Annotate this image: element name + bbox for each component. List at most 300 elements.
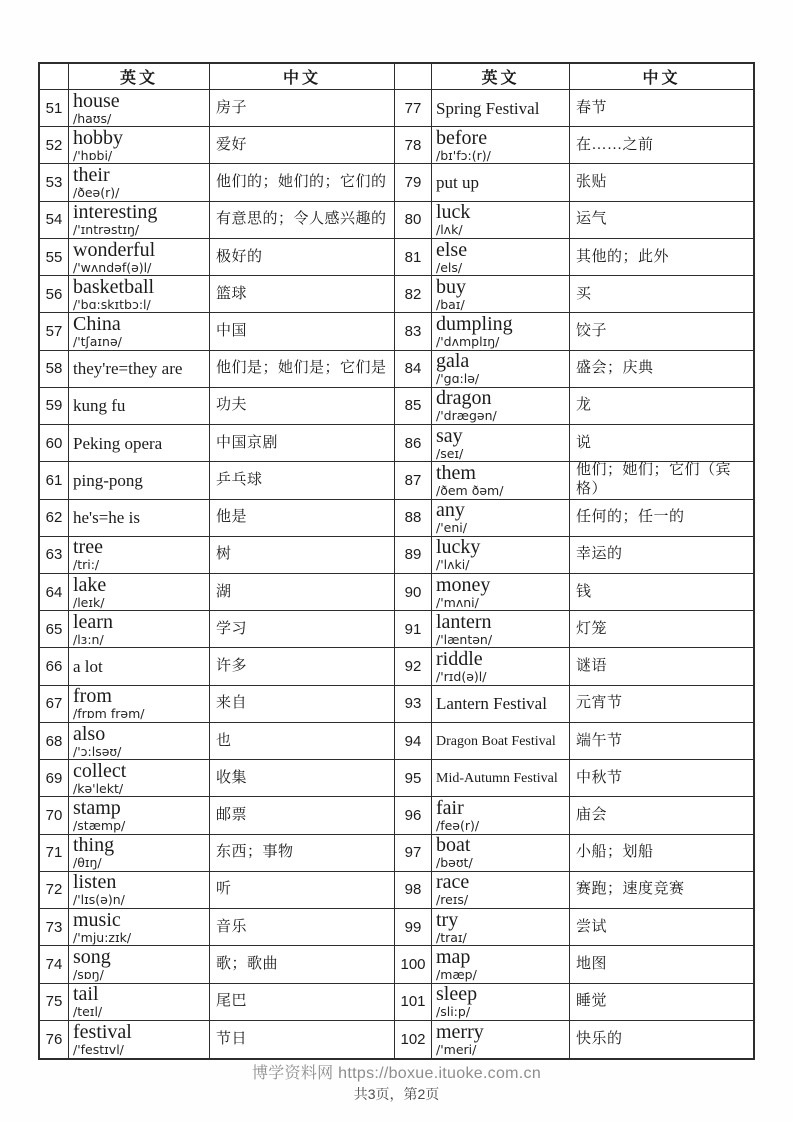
english-word: gala bbox=[436, 350, 470, 373]
english-cell bbox=[432, 537, 570, 574]
row-number bbox=[40, 1021, 69, 1058]
english-word: say bbox=[436, 425, 463, 447]
english-word: boat bbox=[436, 834, 471, 857]
chinese-meaning: 东西；事物 bbox=[216, 844, 294, 861]
row-number bbox=[40, 462, 69, 499]
chinese-meaning: 春节 bbox=[576, 99, 608, 116]
english-word: basketball bbox=[73, 276, 155, 298]
english-word: dragon bbox=[436, 387, 492, 410]
english-word: Lantern Festival bbox=[436, 694, 547, 714]
english-word: song bbox=[73, 946, 111, 968]
row-number bbox=[395, 127, 432, 164]
english-word: riddle bbox=[436, 648, 483, 671]
english-word: also bbox=[73, 722, 106, 745]
english-cell bbox=[432, 797, 570, 834]
row-number bbox=[395, 686, 432, 723]
row-number-label: 76 bbox=[45, 1030, 63, 1048]
chinese-cell bbox=[570, 239, 753, 276]
english-word: money bbox=[436, 574, 491, 596]
chinese-cell bbox=[570, 835, 753, 872]
row-number bbox=[395, 909, 432, 946]
row-number bbox=[395, 797, 432, 834]
english-cell bbox=[432, 462, 570, 499]
row-number-label: 77 bbox=[404, 99, 422, 117]
english-cell bbox=[432, 574, 570, 611]
row-number-label: 100 bbox=[400, 955, 426, 973]
chinese-cell bbox=[210, 462, 395, 499]
english-cell bbox=[69, 574, 210, 611]
chinese-meaning: 中国 bbox=[216, 322, 248, 339]
english-cell bbox=[432, 164, 570, 201]
phonetic-transcription: /bɪ'fɔ:(r)/ bbox=[436, 147, 491, 163]
chinese-cell bbox=[210, 313, 395, 350]
english-word: tail bbox=[73, 983, 99, 1006]
phonetic-transcription: /θɪŋ/ bbox=[73, 855, 102, 871]
phonetic-transcription: /tri:/ bbox=[73, 557, 100, 573]
chinese-meaning: 他是 bbox=[216, 509, 248, 526]
phonetic-transcription: /'drægən/ bbox=[436, 408, 497, 424]
phonetic-transcription: /lʌk/ bbox=[436, 222, 463, 238]
english-word: house bbox=[73, 90, 120, 112]
chinese-cell bbox=[570, 797, 753, 834]
chinese-cell bbox=[570, 909, 753, 946]
phonetic-transcription: /kə'lekt/ bbox=[73, 780, 124, 796]
chinese-cell bbox=[570, 500, 753, 537]
page-footer bbox=[0, 1060, 793, 1104]
chinese-cell bbox=[570, 760, 753, 797]
english-cell bbox=[432, 127, 570, 164]
row-number bbox=[40, 500, 69, 537]
row-number bbox=[395, 648, 432, 685]
row-number-label: 84 bbox=[404, 360, 422, 378]
english-cell bbox=[432, 835, 570, 872]
chinese-meaning: 爱好 bbox=[216, 136, 248, 153]
chinese-cell bbox=[570, 202, 753, 239]
row-number-label: 97 bbox=[404, 844, 422, 862]
english-cell bbox=[432, 611, 570, 648]
row-number-label: 59 bbox=[45, 397, 63, 415]
row-number-label: 64 bbox=[45, 583, 63, 601]
chinese-meaning: 节日 bbox=[216, 1030, 248, 1047]
row-number-label: 82 bbox=[404, 285, 422, 303]
footer-page-info: 共3页，第2页 bbox=[353, 1086, 440, 1102]
row-number-label: 96 bbox=[404, 806, 422, 824]
phonetic-transcription: /sɒŋ/ bbox=[73, 966, 104, 982]
english-word: wonderful bbox=[73, 238, 156, 261]
chinese-cell bbox=[210, 760, 395, 797]
chinese-cell bbox=[570, 164, 753, 201]
chinese-meaning: 他们；她们；它们（宾格） bbox=[576, 462, 732, 498]
english-word: Dragon Boat Festival bbox=[436, 733, 556, 749]
row-number-label: 55 bbox=[45, 248, 63, 266]
chinese-cell bbox=[570, 686, 753, 723]
phonetic-transcription: /'ɔ:lsəʊ/ bbox=[73, 743, 122, 759]
english-word: he's=he is bbox=[73, 508, 140, 528]
english-word: put up bbox=[436, 173, 479, 193]
row-number-label: 92 bbox=[404, 658, 422, 676]
chinese-meaning: 他们的；她们的；它们的 bbox=[216, 174, 387, 191]
chinese-cell bbox=[570, 574, 753, 611]
row-number-label: 98 bbox=[404, 881, 422, 899]
header-corner-cell bbox=[40, 64, 69, 90]
column-header-chinese bbox=[570, 64, 753, 90]
english-cell bbox=[432, 909, 570, 946]
row-number bbox=[40, 351, 69, 388]
row-number bbox=[40, 127, 69, 164]
phonetic-transcription: /'læntən/ bbox=[436, 631, 493, 647]
english-word: learn bbox=[73, 611, 113, 633]
english-cell bbox=[432, 202, 570, 239]
row-number-label: 72 bbox=[45, 881, 63, 899]
chinese-cell bbox=[210, 351, 395, 388]
chinese-meaning: 运气 bbox=[576, 211, 608, 228]
english-word: race bbox=[436, 871, 470, 894]
phonetic-transcription: /baɪ/ bbox=[436, 296, 465, 312]
chinese-meaning: 树 bbox=[216, 546, 232, 563]
row-number-label: 85 bbox=[404, 397, 422, 415]
phonetic-transcription: /'lɪs(ə)n/ bbox=[73, 892, 125, 908]
column-header-chinese-label: 中文 bbox=[282, 70, 321, 87]
english-cell bbox=[69, 760, 210, 797]
english-word: thing bbox=[73, 834, 115, 857]
row-number bbox=[40, 276, 69, 313]
english-word: dumpling bbox=[436, 313, 513, 335]
english-word: Spring Festival bbox=[436, 98, 540, 118]
chinese-meaning: 许多 bbox=[216, 658, 248, 675]
phonetic-transcription: /'ɪntrəstɪŋ/ bbox=[73, 222, 140, 238]
header-corner-cell bbox=[395, 64, 432, 90]
chinese-meaning: 房子 bbox=[216, 99, 248, 116]
chinese-cell bbox=[210, 686, 395, 723]
row-number bbox=[40, 872, 69, 909]
phonetic-transcription: /'festɪvl/ bbox=[73, 1041, 124, 1057]
chinese-meaning: 钱 bbox=[576, 583, 592, 600]
row-number-label: 71 bbox=[45, 844, 63, 862]
phonetic-transcription: /lɜ:n/ bbox=[73, 631, 104, 647]
chinese-meaning: 学习 bbox=[216, 620, 248, 637]
chinese-meaning: 中秋节 bbox=[576, 769, 623, 786]
chinese-cell bbox=[210, 872, 395, 909]
phonetic-transcription: /'lʌki/ bbox=[436, 557, 470, 573]
chinese-meaning: 尝试 bbox=[576, 918, 608, 935]
chinese-meaning: 庙会 bbox=[576, 806, 608, 823]
column-header-english bbox=[69, 64, 210, 90]
english-cell bbox=[69, 537, 210, 574]
english-word: collect bbox=[73, 760, 127, 782]
english-cell bbox=[432, 760, 570, 797]
chinese-cell bbox=[570, 648, 753, 685]
english-cell bbox=[69, 500, 210, 537]
phonetic-transcription: /mæp/ bbox=[436, 966, 477, 982]
chinese-cell bbox=[210, 202, 395, 239]
english-cell bbox=[432, 500, 570, 537]
english-word: hobby bbox=[73, 127, 123, 149]
english-word: they're=they are bbox=[73, 359, 183, 379]
english-cell bbox=[69, 127, 210, 164]
row-number-label: 53 bbox=[45, 174, 63, 192]
english-cell bbox=[432, 239, 570, 276]
chinese-cell bbox=[210, 239, 395, 276]
row-number bbox=[395, 351, 432, 388]
chinese-cell bbox=[570, 462, 753, 499]
english-cell bbox=[69, 239, 210, 276]
english-cell bbox=[432, 388, 570, 425]
english-cell bbox=[432, 723, 570, 760]
english-word: lake bbox=[73, 574, 107, 596]
chinese-cell bbox=[210, 909, 395, 946]
chinese-cell bbox=[570, 388, 753, 425]
english-word: listen bbox=[73, 871, 117, 894]
row-number-label: 74 bbox=[45, 955, 63, 973]
row-number-label: 101 bbox=[400, 993, 426, 1011]
chinese-cell bbox=[210, 127, 395, 164]
english-word: buy bbox=[436, 276, 466, 298]
chinese-meaning: 听 bbox=[216, 881, 232, 898]
phonetic-transcription: /ðem ðəm/ bbox=[436, 482, 504, 498]
chinese-meaning: 乒乓球 bbox=[216, 471, 263, 488]
row-number bbox=[40, 202, 69, 239]
chinese-cell bbox=[570, 723, 753, 760]
chinese-meaning: 音乐 bbox=[216, 918, 248, 935]
english-cell bbox=[432, 648, 570, 685]
chinese-meaning: 其他的；此外 bbox=[576, 248, 670, 265]
english-word: any bbox=[436, 499, 465, 522]
english-word: map bbox=[436, 946, 471, 968]
chinese-cell bbox=[570, 984, 753, 1021]
english-word: luck bbox=[436, 201, 471, 224]
row-number-label: 67 bbox=[45, 695, 63, 713]
chinese-meaning: 地图 bbox=[576, 955, 608, 972]
row-number bbox=[40, 909, 69, 946]
row-number-label: 81 bbox=[404, 248, 422, 266]
chinese-meaning: 收集 bbox=[216, 769, 248, 786]
row-number-label: 89 bbox=[404, 546, 422, 564]
english-cell bbox=[69, 611, 210, 648]
english-cell bbox=[432, 872, 570, 909]
english-cell bbox=[69, 164, 210, 201]
phonetic-transcription: /haʊs/ bbox=[73, 110, 112, 126]
row-number bbox=[395, 1021, 432, 1058]
row-number bbox=[395, 537, 432, 574]
row-number-label: 86 bbox=[404, 434, 422, 452]
chinese-meaning: 盛会；庆典 bbox=[576, 360, 654, 377]
row-number-label: 83 bbox=[404, 322, 422, 340]
chinese-cell bbox=[210, 537, 395, 574]
chinese-meaning: 功夫 bbox=[216, 397, 248, 414]
english-word: China bbox=[73, 313, 121, 335]
row-number bbox=[40, 313, 69, 350]
english-cell bbox=[69, 388, 210, 425]
english-word: sleep bbox=[436, 983, 478, 1006]
chinese-cell bbox=[570, 611, 753, 648]
phonetic-transcription: /els/ bbox=[436, 259, 463, 275]
english-word: Peking opera bbox=[73, 433, 163, 453]
row-number bbox=[40, 984, 69, 1021]
english-word: before bbox=[436, 127, 488, 149]
english-cell bbox=[432, 276, 570, 313]
row-number-label: 95 bbox=[404, 769, 422, 787]
column-header-english bbox=[432, 64, 570, 90]
phonetic-transcription: /stæmp/ bbox=[73, 817, 126, 833]
row-number bbox=[395, 90, 432, 127]
chinese-meaning: 说 bbox=[576, 434, 592, 451]
chinese-meaning: 元宵节 bbox=[576, 695, 623, 712]
english-word: from bbox=[73, 685, 112, 708]
phonetic-transcription: /leɪk/ bbox=[73, 594, 105, 610]
chinese-meaning: 来自 bbox=[216, 695, 248, 712]
row-number bbox=[40, 946, 69, 983]
english-word: them bbox=[436, 462, 476, 484]
row-number-label: 99 bbox=[404, 918, 422, 936]
english-cell bbox=[69, 946, 210, 983]
english-word: stamp bbox=[73, 797, 121, 819]
row-number bbox=[395, 388, 432, 425]
chinese-cell bbox=[210, 164, 395, 201]
row-number bbox=[40, 686, 69, 723]
chinese-cell bbox=[210, 276, 395, 313]
row-number-label: 87 bbox=[404, 471, 422, 489]
chinese-cell bbox=[570, 1021, 753, 1058]
column-header-chinese-label: 中文 bbox=[642, 70, 681, 87]
column-header-chinese bbox=[210, 64, 395, 90]
chinese-meaning: 张贴 bbox=[576, 174, 608, 191]
row-number-label: 51 bbox=[45, 99, 63, 117]
english-word: try bbox=[436, 909, 459, 931]
english-word: music bbox=[73, 909, 121, 931]
phonetic-transcription: /reɪs/ bbox=[436, 892, 469, 908]
english-cell bbox=[69, 797, 210, 834]
row-number-label: 65 bbox=[45, 620, 63, 638]
row-number bbox=[40, 537, 69, 574]
row-number bbox=[395, 872, 432, 909]
chinese-cell bbox=[570, 946, 753, 983]
row-number bbox=[40, 760, 69, 797]
chinese-cell bbox=[210, 835, 395, 872]
row-number bbox=[395, 500, 432, 537]
chinese-cell bbox=[570, 276, 753, 313]
phonetic-transcription: /'bɑ:skɪtbɔ:l/ bbox=[73, 296, 151, 312]
row-number bbox=[395, 425, 432, 462]
row-number bbox=[40, 574, 69, 611]
row-number-label: 80 bbox=[404, 211, 422, 229]
chinese-meaning: 灯笼 bbox=[576, 620, 608, 637]
english-cell bbox=[432, 313, 570, 350]
row-number bbox=[395, 946, 432, 983]
english-cell bbox=[69, 313, 210, 350]
chinese-meaning: 篮球 bbox=[216, 285, 248, 302]
row-number bbox=[40, 239, 69, 276]
english-cell bbox=[69, 462, 210, 499]
chinese-cell bbox=[210, 797, 395, 834]
row-number-label: 60 bbox=[45, 434, 63, 452]
chinese-meaning: 尾巴 bbox=[216, 993, 248, 1010]
row-number-label: 58 bbox=[45, 360, 63, 378]
row-number bbox=[40, 797, 69, 834]
row-number-label: 79 bbox=[404, 174, 422, 192]
chinese-meaning: 歌；歌曲 bbox=[216, 955, 279, 972]
phonetic-transcription: /traɪ/ bbox=[436, 929, 467, 945]
english-cell bbox=[69, 648, 210, 685]
english-cell bbox=[69, 202, 210, 239]
row-number bbox=[395, 984, 432, 1021]
chinese-meaning: 湖 bbox=[216, 583, 232, 600]
english-cell bbox=[69, 351, 210, 388]
row-number-label: 63 bbox=[45, 546, 63, 564]
row-number bbox=[395, 276, 432, 313]
row-number bbox=[395, 611, 432, 648]
phonetic-transcription: /'tʃaɪnə/ bbox=[73, 333, 122, 349]
row-number bbox=[395, 574, 432, 611]
chinese-cell bbox=[570, 537, 753, 574]
chinese-cell bbox=[210, 648, 395, 685]
chinese-meaning: 饺子 bbox=[576, 322, 608, 339]
chinese-cell bbox=[210, 611, 395, 648]
row-number bbox=[395, 462, 432, 499]
english-cell bbox=[432, 351, 570, 388]
row-number-label: 56 bbox=[45, 285, 63, 303]
english-word: lucky bbox=[436, 536, 481, 559]
chinese-meaning: 也 bbox=[216, 732, 232, 749]
chinese-cell bbox=[210, 574, 395, 611]
chinese-cell bbox=[570, 90, 753, 127]
english-word: interesting bbox=[73, 201, 158, 224]
phonetic-transcription: /bəʊt/ bbox=[436, 855, 473, 871]
row-number bbox=[40, 648, 69, 685]
phonetic-transcription: /teɪl/ bbox=[73, 1004, 103, 1020]
row-number-label: 78 bbox=[404, 136, 422, 154]
row-number-label: 57 bbox=[45, 322, 63, 340]
footer-watermark: 博学资料网 https://boxue.ituoke.com.cn bbox=[251, 1065, 542, 1082]
phonetic-transcription: /'mʌni/ bbox=[436, 594, 479, 610]
row-number bbox=[395, 835, 432, 872]
phonetic-transcription: /seɪ/ bbox=[436, 445, 464, 461]
english-word: kung fu bbox=[73, 396, 126, 416]
chinese-meaning: 中国京剧 bbox=[216, 434, 279, 451]
chinese-meaning: 他们是；她们是；它们是 bbox=[216, 360, 387, 377]
chinese-cell bbox=[570, 425, 753, 462]
english-word: merry bbox=[436, 1020, 484, 1043]
chinese-meaning: 睡觉 bbox=[576, 993, 608, 1010]
phonetic-transcription: /sli:p/ bbox=[436, 1004, 471, 1020]
chinese-meaning: 龙 bbox=[576, 397, 592, 414]
chinese-cell bbox=[570, 351, 753, 388]
phonetic-transcription: /'dʌmplɪŋ/ bbox=[436, 333, 500, 349]
chinese-meaning: 有意思的；令人感兴趣的 bbox=[216, 211, 387, 228]
row-number-label: 90 bbox=[404, 583, 422, 601]
english-word: lantern bbox=[436, 611, 492, 633]
english-cell bbox=[69, 90, 210, 127]
phonetic-transcription: /'wʌndəf(ə)l/ bbox=[73, 259, 152, 275]
english-cell bbox=[69, 1021, 210, 1058]
english-cell bbox=[69, 723, 210, 760]
chinese-cell bbox=[210, 723, 395, 760]
english-cell bbox=[432, 1021, 570, 1058]
row-number bbox=[395, 723, 432, 760]
english-cell bbox=[69, 872, 210, 909]
row-number bbox=[395, 239, 432, 276]
row-number bbox=[395, 202, 432, 239]
english-cell bbox=[69, 909, 210, 946]
row-number-label: 66 bbox=[45, 658, 63, 676]
row-number bbox=[40, 388, 69, 425]
phonetic-transcription: /'hɒbi/ bbox=[73, 147, 113, 163]
phonetic-transcription: /'mju:zɪk/ bbox=[73, 929, 132, 945]
row-number-label: 52 bbox=[45, 136, 63, 154]
chinese-meaning: 小船；划船 bbox=[576, 844, 654, 861]
row-number-label: 73 bbox=[45, 918, 63, 936]
row-number bbox=[40, 835, 69, 872]
chinese-cell bbox=[210, 388, 395, 425]
